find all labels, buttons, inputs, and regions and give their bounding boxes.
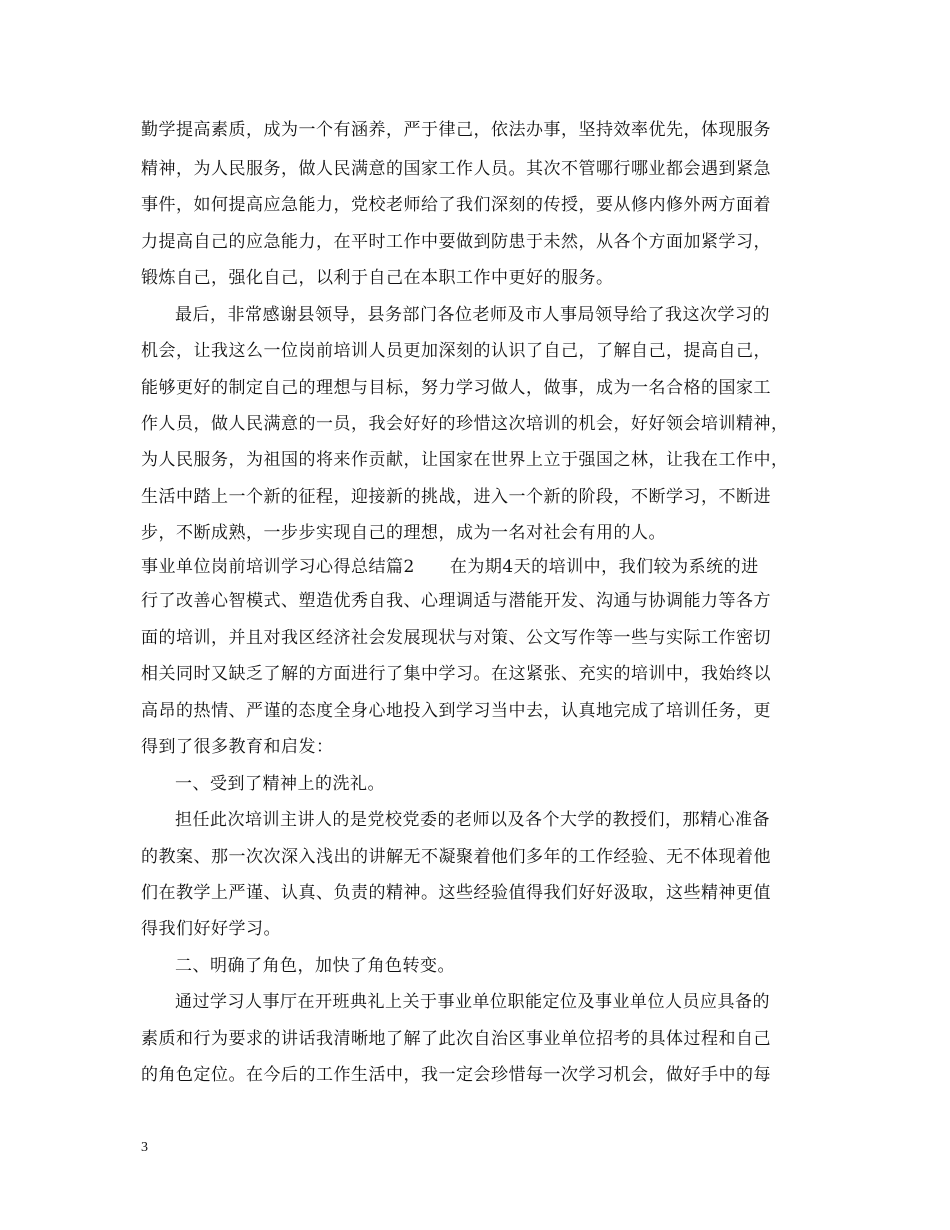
- text-line: 锻炼自己，强化自己，以利于自己在本职工作中更好的服务。: [141, 268, 614, 288]
- text-line: 生活中踏上一个新的征程，迎接新的挑战，进入一个新的阶段，不断学习，不断进: [141, 487, 771, 507]
- text-line: 的角色定位。在今后的工作生活中，我一定会珍惜每一次学习机会，做好手中的每: [141, 1065, 771, 1085]
- subheading-line: 二、明确了角色，加快了角色转变。: [175, 956, 455, 976]
- text-line: 力提高自己的应急能力，在平时工作中要做到防患于未然，从各个方面加紧学习，: [141, 232, 771, 252]
- text-line: 得到了很多教育和启发：: [141, 737, 334, 757]
- text-line: 勤学提高素质，成为一个有涵养，严于律己，依法办事，坚持效率优先，体现服务: [141, 120, 771, 140]
- text-line: 最后，非常感谢县领导，县务部门各位老师及市人事局领导给了我这次学习的: [175, 305, 770, 325]
- text-line: 事件，如何提高应急能力，党校老师给了我们深刻的传授，要从修内修外两方面着: [141, 195, 771, 215]
- text-line: 的教案、那一次次深入浅出的讲解无不凝聚着他们多年的工作经验、无不体现着他: [141, 847, 771, 867]
- section-heading-line: 事业单位岗前培训学习心得总结篇2 在为期4天的培训中，我们较为系统的进: [141, 557, 759, 577]
- subheading-line: 一、受到了精神上的洗礼。: [175, 774, 385, 794]
- text-line: 面的培训，并且对我区经济社会发展现状与对策、公文写作等一些与实际工作密切: [141, 628, 771, 648]
- text-line: 行了改善心智模式、塑造优秀自我、心理调适与潜能开发、沟通与协调能力等各方: [141, 591, 771, 611]
- text-line: 精神，为人民服务，做人民满意的国家工作人员。其次不管哪行哪业都会遇到紧急: [141, 159, 771, 179]
- text-line: 素质和行为要求的讲话我清晰地了解了此次自治区事业单位招考的具体过程和自己: [141, 1029, 771, 1049]
- text-line: 作人员，做人民满意的一员，我会好好的珍惜这次培训的机会，好好领会培训精神，: [141, 414, 789, 434]
- text-line: 为人民服务，为祖国的将来作贡献，让国家在世界上立于强国之林，让我在工作中，: [141, 450, 789, 470]
- text-line: 机会，让我这么一位岗前培训人员更加深刻的认识了自己，了解自己，提高自己，: [141, 341, 771, 361]
- text-line: 们在教学上严谨、认真、负责的精神。这些经验值得我们好好汲取，这些精神更值: [141, 883, 771, 903]
- text-line: 相关同时又缺乏了解的方面进行了集中学习。在这紧张、充实的培训中，我始终以: [141, 664, 771, 684]
- text-line: 通过学习人事厅在开班典礼上关于事业单位职能定位及事业单位人员应具备的: [175, 992, 770, 1012]
- text-line: 步，不断成熟，一步步实现自己的理想，成为一名对社会有用的人。: [141, 523, 666, 543]
- text-line: 高昂的热情、严谨的态度全身心地投入到学习当中去，认真地完成了培训任务，更: [141, 701, 771, 721]
- text-line: 能够更好的制定自己的理想与目标，努力学习做人，做事，成为一名合格的国家工: [141, 378, 771, 398]
- page-number: 3: [141, 1140, 148, 1155]
- text-line: 担任此次培训主讲人的是党校党委的老师以及各个大学的教授们，那精心准备: [175, 810, 770, 830]
- text-line: 得我们好好学习。: [141, 919, 281, 939]
